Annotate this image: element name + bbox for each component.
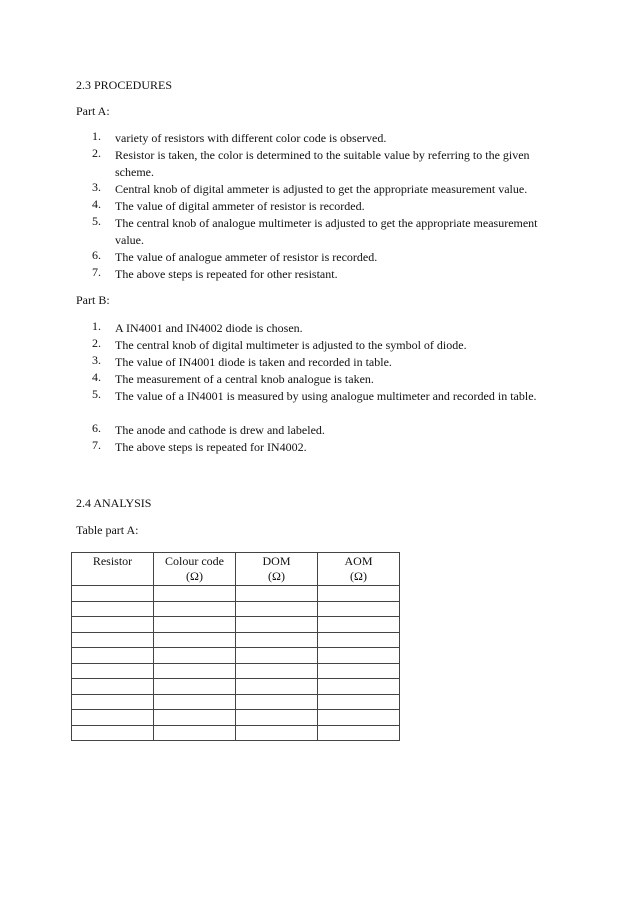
- table-cell: [72, 663, 154, 679]
- analysis-heading: 2.4 ANALYSIS: [76, 496, 152, 510]
- part-a-step: [0, 181, 638, 198]
- table-cell: [72, 617, 154, 633]
- step-text: The above steps is repeated for IN4002.: [115, 440, 307, 454]
- table-cell: [318, 663, 400, 679]
- table-cell: [154, 617, 236, 633]
- part-a-label: Part A:: [76, 104, 110, 118]
- step-text: The above steps is repeated for other resistant.: [115, 267, 338, 281]
- part-a-step: [0, 130, 638, 147]
- step-text: The central knob of digital multimeter is adjusted to the symbol of diode.: [115, 338, 467, 352]
- table-row: [72, 679, 400, 695]
- table-row: [72, 710, 400, 726]
- step-text: The central knob of analogue multimeter is adjusted to get the appropriate measurement value.: [115, 216, 538, 247]
- table-cell: [318, 725, 400, 741]
- step-number: 3.: [92, 180, 101, 194]
- part-a-step: [0, 215, 638, 249]
- step-text: The value of analogue ammeter of resistor is recorded.: [115, 250, 378, 264]
- step-text: A IN4001 and IN4002 diode is chosen.: [115, 321, 303, 335]
- step-text: The value of IN4001 diode is taken and recorded in table.: [115, 355, 392, 369]
- table-cell: [72, 679, 154, 695]
- table-cell: [154, 694, 236, 710]
- column-header-label: Colour code: [165, 554, 224, 568]
- column-header-dom: [236, 553, 318, 586]
- step-text: The anode and cathode is drew and labeled.: [115, 423, 325, 437]
- table-cell: [236, 725, 318, 741]
- table-cell: [318, 601, 400, 617]
- table-row: [72, 694, 400, 710]
- table-cell: [318, 710, 400, 726]
- part-b-step: [0, 337, 638, 354]
- step-number: 4.: [92, 370, 101, 384]
- column-header-colour-code: [154, 553, 236, 586]
- table-cell: [72, 632, 154, 648]
- column-header-resistor: [72, 553, 154, 586]
- table-cell: [318, 648, 400, 664]
- table-cell: [318, 632, 400, 648]
- table-body: [72, 586, 400, 741]
- part-b-step: [0, 388, 638, 422]
- step-text: The value of a IN4001 is measured by using analogue multimeter and recorded in table.: [115, 389, 537, 403]
- table-cell: [154, 601, 236, 617]
- table-row: [72, 725, 400, 741]
- table-cell: [236, 648, 318, 664]
- step-number: 5.: [92, 214, 101, 228]
- table-cell: [236, 710, 318, 726]
- column-header-label: Resistor: [92, 554, 133, 568]
- step-number: 2.: [92, 336, 101, 350]
- part-a-step: [0, 198, 638, 215]
- table-caption: Table part A:: [76, 523, 139, 537]
- procedures-heading: 2.3 PROCEDURES: [76, 78, 173, 92]
- column-header-label: DOM: [262, 554, 291, 568]
- table-cell: [154, 725, 236, 741]
- table-row: [72, 632, 400, 648]
- table-cell: [154, 710, 236, 726]
- step-number: 4.: [92, 197, 101, 211]
- table-cell: [236, 586, 318, 602]
- table-row: [72, 586, 400, 602]
- column-header-unit: (Ω): [350, 569, 367, 583]
- table-cell: [318, 617, 400, 633]
- step-number: 5.: [92, 387, 101, 401]
- table-row: [72, 601, 400, 617]
- table-cell: [318, 679, 400, 695]
- part-b-step: [0, 371, 638, 388]
- part-b-step: [0, 354, 638, 371]
- results-table: [71, 552, 400, 741]
- part-b-label: Part B:: [76, 293, 110, 307]
- part-a-steps: [0, 130, 638, 283]
- table-cell: [236, 679, 318, 695]
- table-cell: [236, 617, 318, 633]
- step-text: Resistor is taken, the color is determined to the suitable value by referring to the given scheme.: [115, 148, 530, 179]
- part-b-step: [0, 422, 638, 439]
- table-cell: [236, 694, 318, 710]
- part-a-step: [0, 249, 638, 266]
- step-number: 7.: [92, 438, 101, 452]
- step-number: 3.: [92, 353, 101, 367]
- step-number: 1.: [92, 129, 101, 143]
- table-cell: [72, 601, 154, 617]
- step-number: 6.: [92, 248, 101, 262]
- step-number: 7.: [92, 265, 101, 279]
- step-number: 1.: [92, 319, 101, 333]
- table-cell: [318, 694, 400, 710]
- table-row: [72, 663, 400, 679]
- column-header-unit: (Ω): [186, 569, 203, 583]
- table-cell: [318, 586, 400, 602]
- table-cell: [72, 725, 154, 741]
- column-header-unit: (Ω): [268, 569, 285, 583]
- step-text: variety of resistors with different color code is observed.: [115, 131, 387, 145]
- column-header-label: AOM: [344, 554, 373, 568]
- table-cell: [154, 648, 236, 664]
- table-cell: [72, 586, 154, 602]
- part-b-step: [0, 320, 638, 337]
- table-cell: [72, 710, 154, 726]
- table-header-row: [72, 553, 400, 586]
- step-number: 2.: [92, 146, 101, 160]
- step-text: The value of digital ammeter of resistor is recorded.: [115, 199, 365, 213]
- part-a-step: [0, 266, 638, 283]
- column-header-aom: [318, 553, 400, 586]
- table-cell: [236, 601, 318, 617]
- table-row: [72, 648, 400, 664]
- table-cell: [72, 694, 154, 710]
- step-text: Central knob of digital ammeter is adjusted to get the appropriate measurement value.: [115, 182, 528, 196]
- table-cell: [72, 648, 154, 664]
- step-number: 6.: [92, 421, 101, 435]
- table-cell: [154, 632, 236, 648]
- table-row: [72, 617, 400, 633]
- table-cell: [154, 679, 236, 695]
- table-cell: [154, 663, 236, 679]
- table-cell: [236, 663, 318, 679]
- part-b-steps: [0, 320, 638, 456]
- part-a-step: [0, 147, 638, 181]
- table-cell: [236, 632, 318, 648]
- step-text: The measurement of a central knob analogue is taken.: [115, 372, 374, 386]
- part-b-step: [0, 439, 638, 456]
- table-cell: [154, 586, 236, 602]
